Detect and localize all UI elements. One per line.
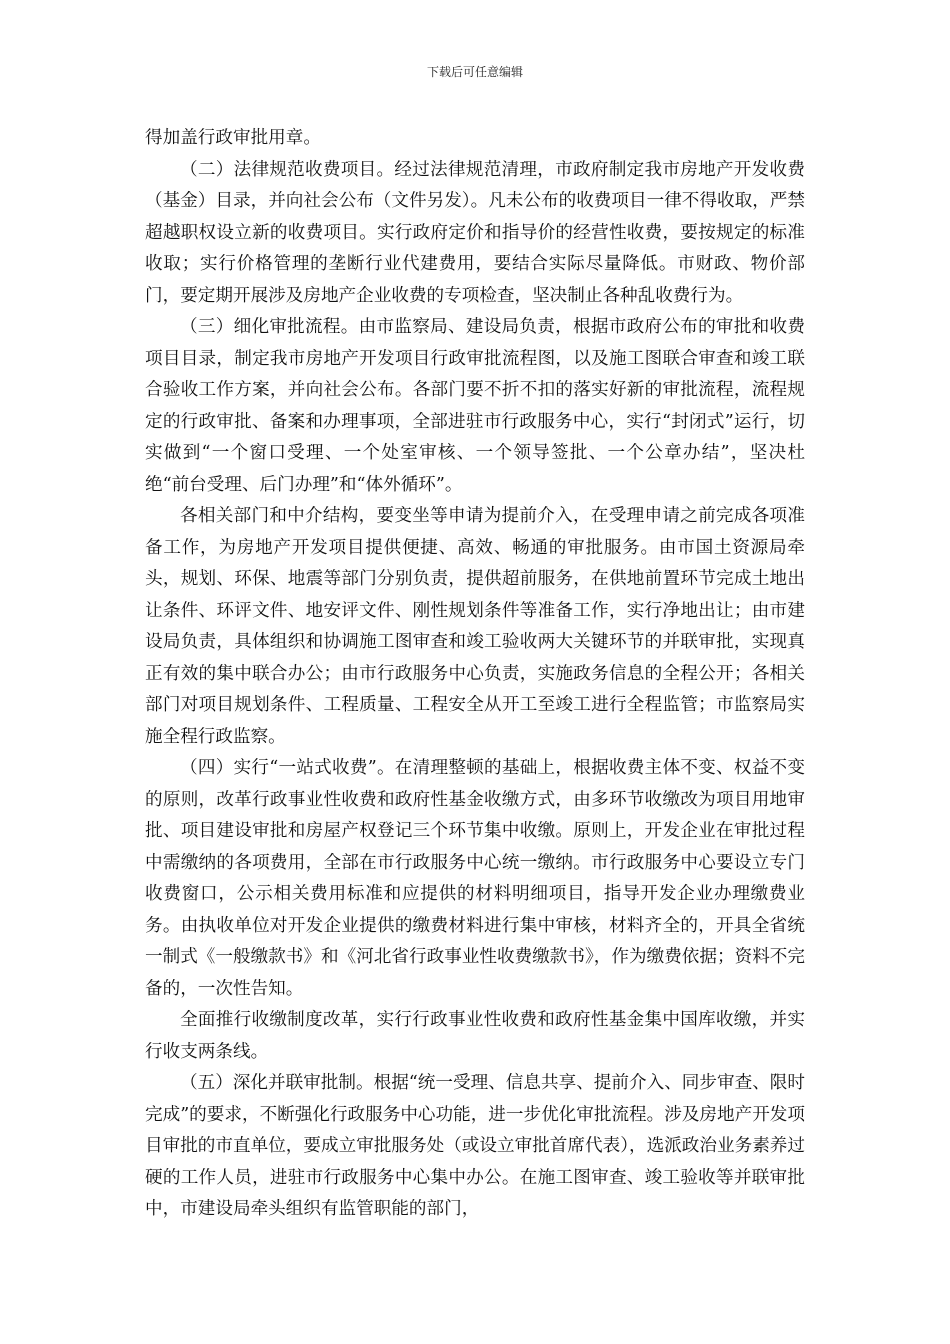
paragraph-2: （二）法律规范收费项目。经过法律规范清理，市政府制定我市房地产开发收费（基金）目录，并向社会公布（文件另发）。凡未公布的收费项目一律不得收取，严禁超越职权设立新的收费项目。实行政府定价和指导价的经营性收费，要按规定的标准收取；实行价格管理的垄断行业代建费用，要结合实际尽量降低。市财政、物价部门，要定期开展涉及房地产企业收费的专项检查，坚决制止各种乱收费行为。	[145, 159, 805, 306]
paragraph-3: （三）细化审批流程。由市监察局、建设局负责，根据市政府公布的审批和收费项目目录，制定我市房地产开发项目行政审批流程图，以及施工图联合审查和竣工联合验收工作方案，并向社会公布。各部门要不折不扣的落实好新的审批流程，流程规定的行政审批、备案和办理事项，全部进驻市行政服务中心，实行“封闭式”运行，切实做到“一个窗口受理、一个处室审核、一个领导签批、一个公章办结”，坚决杜绝“前台受理、后门办理”和“体外循环”。	[145, 317, 805, 495]
paragraph-4: 各相关部门和中介结构，要变坐等申请为提前介入，在受理申请之前完成各项准备工作，为房地产开发项目提供便捷、高效、畅通的审批服务。由市国土资源局牵头，规划、环保、地震等部门分别负责，提供超前服务，在供地前置环节完成土地出让条件、环评文件、地安评文件、刚性规划条件等准备工作，实行净地出让；由市建设局负责，具体组织和协调施工图审查和竣工验收两大关键环节的并联审批，实现真正有效的集中联合办公；由市行政服务中心负责，实施政务信息的全程公开；各相关部门对项目规划条件、工程质量、工程安全从开工至竣工进行全程监管；市监察局实施全程行政监察。	[145, 506, 805, 747]
document-body	[145, 123, 805, 1226]
paragraph-6: 全面推行收缴制度改革，实行行政事业性收费和政府性基金集中国库收缴，并实行收支两条线。	[145, 1010, 805, 1062]
paragraph-1: 得加盖行政审批用章。	[145, 128, 321, 148]
paragraph-5: （四）实行“一站式收费”。在清理整顿的基础上，根据收费主体不变、权益不变的原则，改革行政事业性收费和政府性基金收缴方式，由多环节收缴改为项目用地审批、项目建设审批和房屋产权登记三个环节集中收缴。原则上，开发企业在审批过程中需缴纳的各项费用，全部在市行政服务中心统一缴纳。市行政服务中心要设立专门收费窗口，公示相关费用标准和应提供的材料明细项目，指导开发企业办理缴费业务。由执收单位对开发企业提供的缴费材料进行集中审核，材料齐全的，开具全省统一制式《一般缴款书》和《河北省行政事业性收费缴款书》，作为缴费依据；资料不完备的，一次性告知。	[145, 758, 805, 999]
paragraph-7: （五）深化并联审批制。根据“统一受理、信息共享、提前介入、同步审查、限时完成”的要求，不断强化行政服务中心功能，进一步优化审批流程。涉及房地产开发项目审批的市直单位，要成立审批服务处（或设立审批首席代表），选派政治业务素养过硬的工作人员，进驻市行政服务中心集中办公。在施工图审查、竣工验收等并联审批中，市建设局牵头组织有监管职能的部门，	[145, 1073, 805, 1219]
page-header: 下载后可任意编辑	[426, 65, 523, 79]
